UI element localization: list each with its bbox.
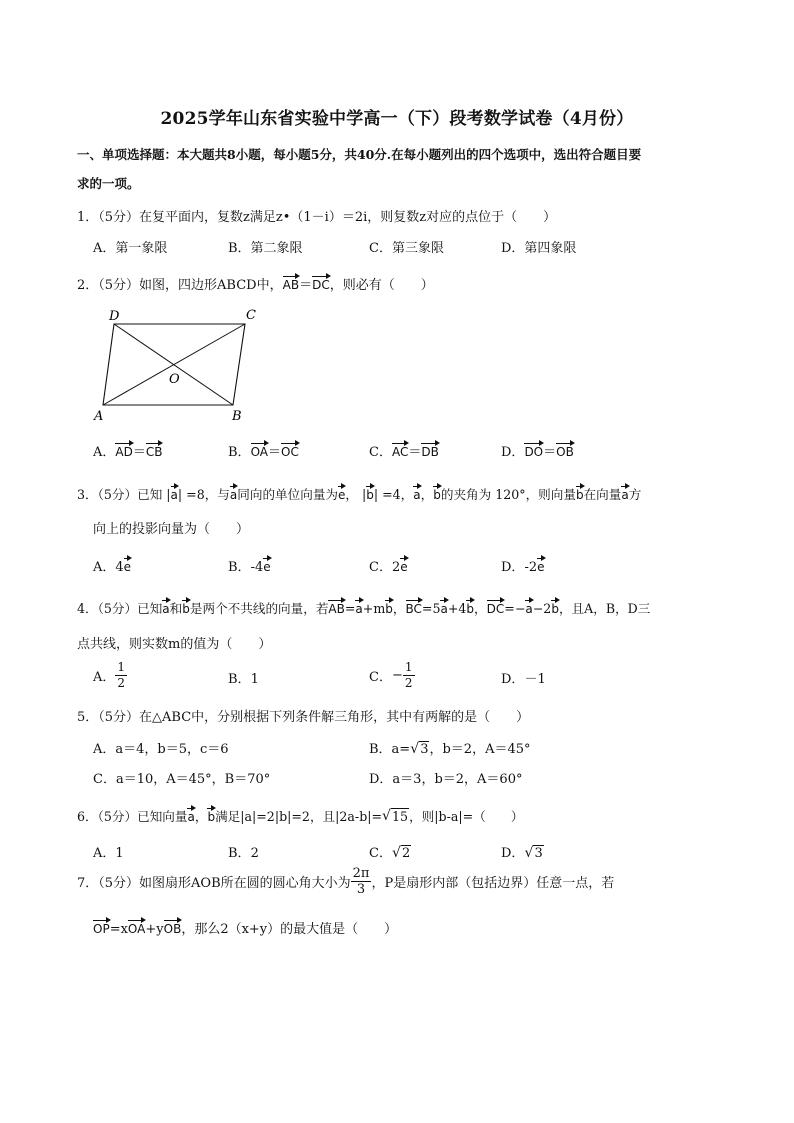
sqrt-symbol — [524, 846, 543, 861]
q5-option-b — [369, 738, 531, 757]
q6-option-b-value: 2 — [250, 846, 259, 861]
label-a: A — [94, 409, 104, 424]
q5-option-a: A．a＝4，b＝5，c＝6 — [93, 742, 229, 757]
q4-option-b — [228, 668, 259, 687]
q3-option-c-coef: 2 — [391, 560, 401, 575]
q3-option-a — [93, 556, 131, 575]
q4-option-b-label: B． — [228, 672, 251, 687]
vector-a: a — [413, 488, 421, 502]
vector-ab: AB — [328, 602, 345, 616]
vector-a: a — [440, 602, 448, 616]
q3-text-9: 方 — [628, 487, 642, 502]
q6-text-8: ，则| — [409, 809, 439, 824]
q4-option-c-label: C． — [369, 670, 392, 685]
q3-option-c — [369, 556, 408, 575]
q4-text-6: ， — [474, 601, 487, 616]
page-title: 2025学年山东省实验中学高一（下）段考数学试卷（4月份） — [160, 109, 634, 129]
q2-option-b-label: B． — [228, 445, 251, 460]
q4-option-d — [501, 668, 546, 687]
section-heading-line1: 一、单项选择题：本大题共8小题，每小题5分，共40分.在每小题列出的四个选项中，选出符合题目要 — [77, 147, 642, 162]
vector-b: b — [466, 602, 475, 616]
q7-text-5: ，那么2（x+y）的最大值是（ ） — [181, 922, 398, 937]
question-4-line2: 点共线，则实数m的值为（ ） — [77, 637, 272, 652]
q4-text-2: 和 — [169, 601, 183, 616]
vector-a: a — [187, 810, 195, 824]
q6-text-1: 6．（5分）已知向量 — [77, 809, 188, 824]
question-1: 1．（5分）在复平面内，复数z满足z•（1－i）＝2i，则复数z对应的点位于（ ） — [77, 210, 557, 225]
q6-option-c-label: C． — [369, 846, 392, 861]
question-3-line2: 向上的投影向量为（ ） — [93, 522, 250, 537]
q3-option-b-coef: -4 — [250, 560, 264, 575]
q3-option-c-label: C． — [369, 560, 392, 575]
q2-option-a-left: AD — [115, 445, 133, 459]
q6-text-3: 满足| — [215, 809, 245, 824]
q3-option-a-label: A． — [93, 560, 116, 575]
vector-b: b — [366, 488, 374, 502]
vector-ob: OB — [163, 922, 182, 936]
q3-text-4: ， | — [345, 487, 367, 502]
q1-option-d: D．第四象限 — [501, 241, 577, 256]
q4-text-3: 是两个不共线的向量，若 — [189, 601, 329, 616]
vector-a: a — [355, 602, 363, 616]
fraction-denominator: 2 — [117, 676, 126, 690]
sqrt-symbol — [392, 846, 411, 861]
question-2 — [77, 274, 434, 293]
q7-text-2: ，P是扇形内部（包括边界）任意一点，若 — [371, 876, 615, 891]
question-4-line1 — [77, 598, 650, 617]
vector-a: a — [525, 602, 533, 616]
q4-text-4: = — [344, 601, 356, 616]
q3-text-7: 的夹角为 120°，则向量 — [440, 487, 576, 502]
q4-option-d-label: D． — [501, 672, 525, 687]
sqrt-radicand: 15 — [392, 809, 409, 824]
q2-equals: ＝ — [299, 278, 313, 293]
q6-text-5: |=2，且|2 — [287, 809, 348, 824]
q6-b: b — [279, 809, 288, 824]
q5-option-b-prefix: B．a= — [369, 742, 411, 757]
fraction-numerator: 1 — [404, 660, 413, 674]
q2-option-b-left: OA — [250, 445, 269, 459]
q4-text-11: ，且A，B，D三 — [558, 601, 651, 616]
vector-op: OP — [93, 922, 110, 936]
vector-e: e — [400, 560, 408, 574]
q4-text-6: ， — [392, 601, 406, 616]
vector-b: b — [385, 602, 393, 616]
q6-option-d-label: D． — [501, 846, 525, 861]
vector-e: e — [123, 560, 132, 574]
q6-option-a — [93, 842, 124, 861]
q3-option-a-coef: 4 — [115, 560, 124, 575]
q1-option-a: A．第一象限 — [93, 241, 168, 256]
q4-option-a-label: A． — [93, 670, 116, 685]
q2-option-c-left: AC — [391, 445, 409, 459]
fraction-denominator: 3 — [356, 882, 366, 897]
fraction-denominator: 2 — [404, 676, 413, 690]
fraction-numerator: 1 — [117, 660, 126, 674]
q7-text-1: 7．（5分）如图扇形AOB所在圆的圆心角大小为 — [77, 876, 351, 891]
q4-text-5: +m — [362, 601, 386, 616]
q3-option-d — [501, 556, 545, 575]
vector-b: b — [433, 488, 441, 502]
q3-text-2: | =8，与 — [177, 487, 230, 502]
q7-text-3: =x — [109, 922, 128, 937]
vector-bc: BC — [405, 602, 422, 616]
q6-option-a-label: A． — [93, 846, 116, 861]
question-6 — [77, 806, 524, 825]
q2-option-c-label: C． — [369, 445, 392, 460]
label-d: D — [109, 309, 120, 324]
q2-option-b: B．OA＝OC — [228, 445, 299, 460]
q4-option-c-sign: − — [391, 668, 403, 683]
q6-text-4: |=2| — [252, 809, 280, 824]
question-7-line2 — [93, 918, 397, 937]
q7-text-4: +y — [145, 922, 164, 937]
label-b: B — [232, 409, 242, 424]
q6-a: a — [244, 809, 253, 824]
vector-ab: AB — [282, 278, 300, 292]
q2-option-d-label: D． — [501, 445, 525, 460]
q1-option-b: B．第二象限 — [228, 241, 303, 256]
q4-text-7: =5 — [421, 601, 441, 616]
q6-a: a — [450, 809, 459, 824]
q5-option-c: C．a＝10，A＝45°，B＝70° — [93, 772, 271, 787]
q2-option-c: C．AC＝DB — [369, 445, 439, 460]
q2-option-d-left: DO — [524, 445, 544, 459]
q6-option-d — [501, 842, 544, 861]
q2-option-d: D．DO＝OB — [501, 445, 574, 460]
q7-fraction — [351, 866, 372, 897]
label-o: O — [169, 372, 180, 387]
section-heading-line2: 求的一项。 — [77, 176, 140, 191]
vector-e: e — [537, 560, 545, 574]
sqrt-radicand: 2 — [401, 846, 411, 861]
q3-option-b-label: B． — [228, 560, 251, 575]
q4-text-1: 4．（5分）已知 — [77, 601, 163, 616]
q2-option-c-right: DB — [421, 445, 439, 459]
vector-a: a — [621, 488, 629, 502]
diagonal-ca — [103, 324, 245, 405]
q4-text-10: −2 — [532, 601, 552, 616]
q2-prefix: 2．（5分）如图，四边形ABCD中， — [77, 278, 283, 293]
vector-b: b — [207, 810, 216, 824]
q4-option-d-value: －1 — [524, 672, 546, 687]
vector-e: e — [263, 560, 271, 574]
q1-option-c: C．第三象限 — [369, 241, 444, 256]
q4-text-9: =− — [504, 601, 526, 616]
sqrt-symbol — [410, 742, 429, 757]
sqrt-radicand: 3 — [420, 742, 429, 757]
q3-text-5: | =4， — [373, 487, 414, 502]
q3-option-d-label: D． — [501, 560, 525, 575]
vector-a: a — [229, 488, 238, 502]
q3-text-3: 同向的单位向量为 — [237, 487, 339, 502]
q6-text-6: - — [354, 809, 360, 824]
q4-option-a-fraction — [115, 660, 127, 691]
question-5: 5．（5分）在△ABC中，分别根据下列条件解三角形，其中有两解的是（ ） — [77, 710, 530, 725]
q3-text-1: 3．（5分）已知 | — [77, 487, 171, 502]
q6-text-10: |=（ ） — [458, 809, 524, 824]
q3-text-8: 在向量 — [583, 487, 622, 502]
vector-a: a — [162, 602, 170, 616]
vector-dc: DC — [486, 602, 505, 616]
q2-suffix: ，则必有（ ） — [329, 278, 434, 293]
vector-oa: OA — [127, 922, 146, 936]
question-7-line1 — [77, 866, 614, 897]
q4-text-8: +4 — [447, 601, 467, 616]
vector-a: a — [170, 488, 178, 502]
sqrt-radicand: 3 — [534, 846, 543, 861]
parallelogram-figure — [90, 305, 270, 425]
label-c: C — [246, 308, 256, 323]
q4-option-a — [93, 660, 127, 691]
q4-option-c-fraction — [403, 660, 415, 691]
q6-option-b — [228, 842, 259, 861]
fraction-numerator: 2π — [352, 866, 370, 881]
q6-a: a — [347, 809, 355, 824]
q4-option-b-value: 1 — [250, 672, 259, 687]
q5-option-d: D．a＝3，b＝2，A＝60° — [369, 772, 523, 787]
q2-option-d-right: OB — [556, 445, 574, 459]
sqrt-symbol — [382, 809, 409, 824]
q2-option-b-right: OC — [281, 445, 299, 459]
q6-b: b — [359, 809, 368, 824]
q5-option-b-suffix: ，b＝2，A＝45° — [429, 742, 531, 757]
q3-text-6: ， — [420, 487, 434, 502]
q6-text-9: - — [446, 809, 451, 824]
q3-option-d-coef: -2 — [524, 560, 538, 575]
q6-text-2: ， — [194, 809, 208, 824]
question-3-line1 — [77, 484, 641, 503]
vector-dc: DC — [312, 278, 330, 292]
q6-option-b-label: B． — [228, 846, 251, 861]
q6-text-7: |= — [367, 809, 383, 824]
q4-option-c — [369, 660, 415, 691]
q2-option-a-right: CB — [145, 445, 163, 459]
q6-option-a-value: 1 — [115, 846, 124, 861]
q2-option-a-label: A． — [93, 445, 116, 460]
q3-option-b — [228, 556, 271, 575]
vector-e: e — [338, 488, 346, 502]
vector-b: b — [182, 602, 190, 616]
q2-option-a: A．AD＝CB — [93, 445, 163, 460]
q6-b: b — [438, 809, 447, 824]
vector-b: b — [551, 602, 559, 616]
q6-option-c — [369, 842, 411, 861]
vector-b: b — [575, 488, 584, 502]
